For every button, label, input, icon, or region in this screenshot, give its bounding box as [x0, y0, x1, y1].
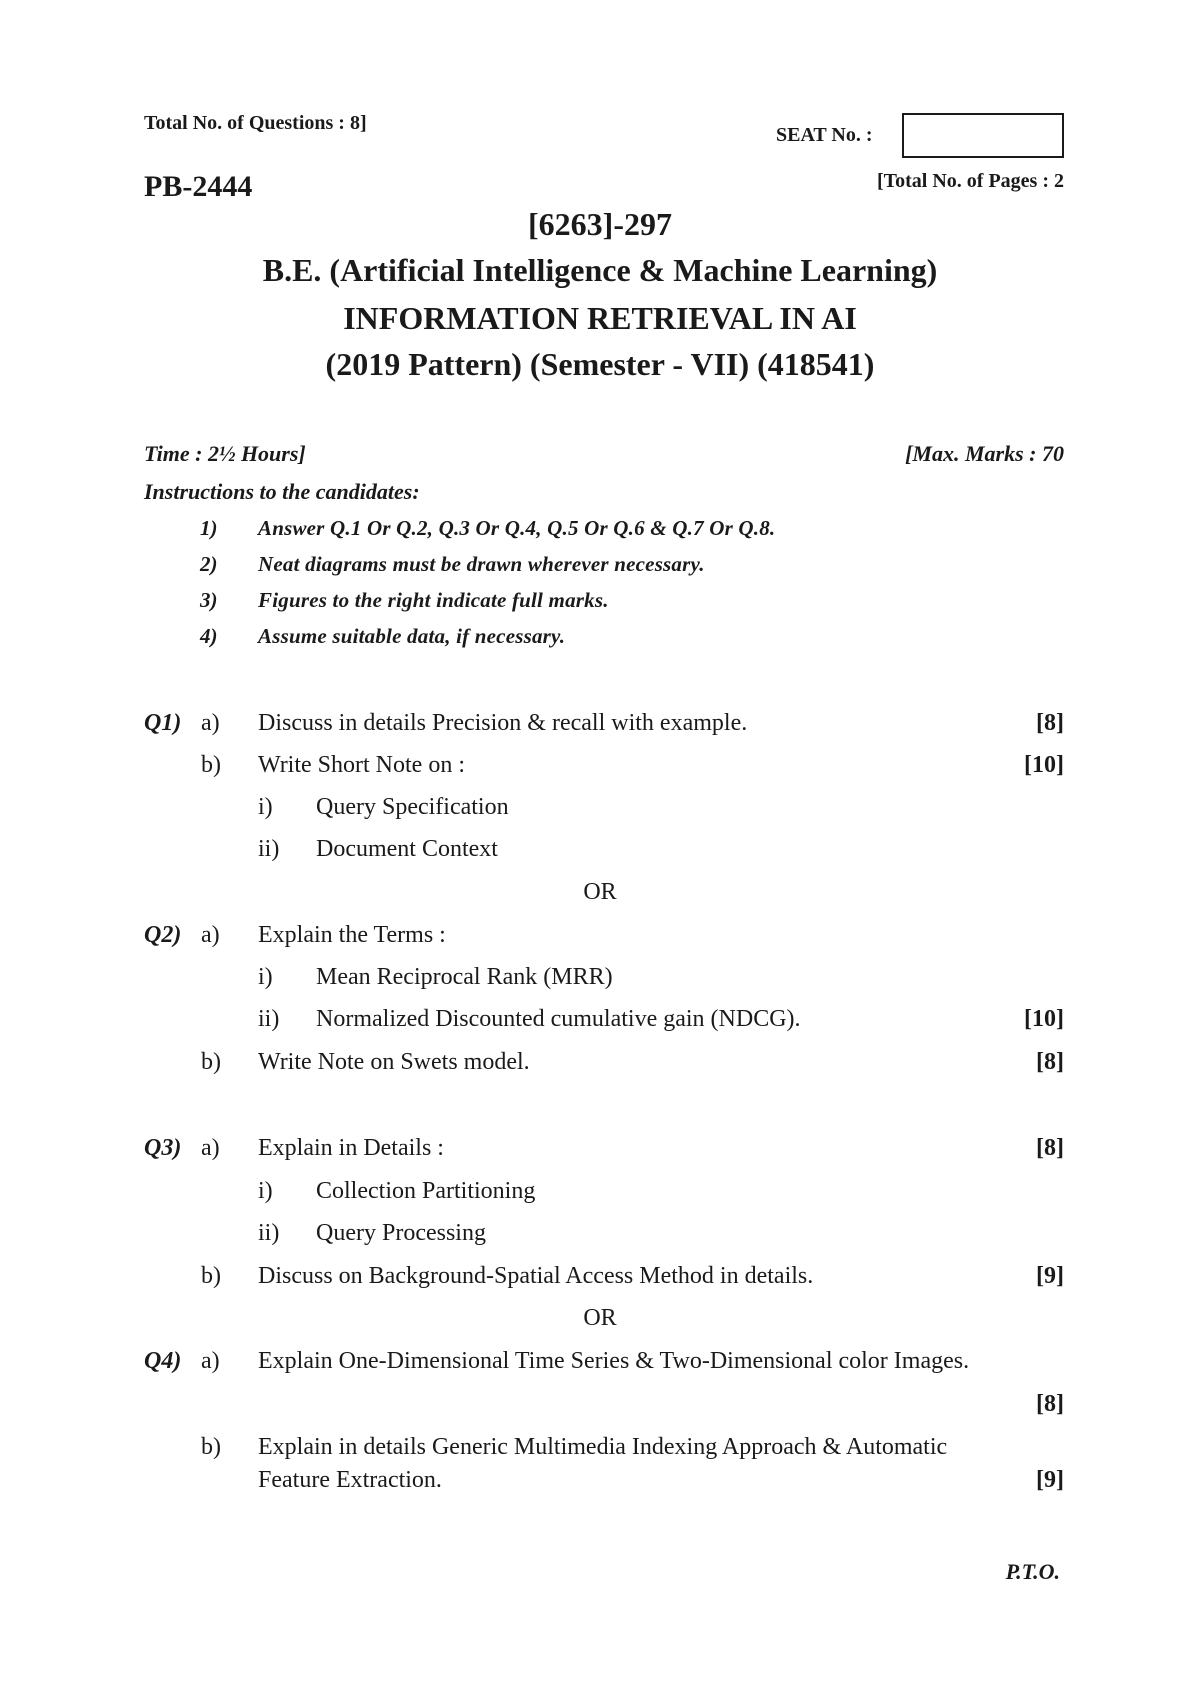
instruction-number: 1) — [200, 516, 218, 540]
sub-item-text: Document Context — [316, 836, 498, 862]
question-number-q1: Q1) — [144, 710, 182, 736]
marks: [10] — [1024, 752, 1064, 778]
marks: [9] — [1036, 1467, 1064, 1493]
sub-item-text: Query Processing — [316, 1220, 486, 1246]
question-text: Explain the Terms : — [258, 922, 446, 948]
sub-item-number: i) — [258, 1178, 273, 1204]
instructions-heading: Instructions to the candidates: — [144, 479, 420, 504]
total-pages: [Total No. of Pages : 2 — [876, 170, 1064, 192]
question-text: Explain in details Generic Multimedia Indexing Approach & Automatic — [258, 1434, 948, 1460]
part-label: a) — [201, 922, 220, 948]
or-separator: OR — [583, 879, 617, 905]
max-marks: [Max. Marks : 70 — [905, 441, 1064, 466]
sub-item-number: ii) — [258, 1220, 280, 1246]
sub-item-number: i) — [258, 964, 273, 990]
total-questions: Total No. of Questions : 8] — [144, 112, 367, 134]
seat-label: SEAT No. : — [776, 124, 873, 146]
paper-code: PB-2444 — [144, 170, 253, 203]
part-label: a) — [201, 710, 220, 736]
instruction-number: 4) — [200, 624, 218, 648]
instruction-text: Answer Q.1 Or Q.2, Q.3 Or Q.4, Q.5 Or Q.6 & Q.7 Or Q.8. — [258, 516, 776, 540]
marks: [10] — [1024, 1006, 1064, 1032]
part-label: b) — [201, 752, 221, 778]
marks: [8] — [1036, 1135, 1064, 1161]
part-label: b) — [201, 1434, 221, 1460]
part-label: a) — [201, 1348, 220, 1374]
question-number-q3: Q3) — [144, 1135, 182, 1161]
question-number-q4: Q4) — [144, 1348, 182, 1374]
question-text: Write Note on Swets model. — [258, 1049, 530, 1075]
instruction-number: 3) — [200, 588, 218, 612]
or-separator: OR — [583, 1305, 617, 1331]
instruction-text: Figures to the right indicate full marks. — [258, 588, 609, 612]
part-label: a) — [201, 1135, 220, 1161]
seat-number-box — [902, 113, 1064, 158]
question-text: Discuss on Background-Spatial Access Method in details. — [258, 1263, 814, 1289]
part-label: b) — [201, 1263, 221, 1289]
instruction-number: 2) — [200, 552, 218, 576]
sub-item-text: Mean Reciprocal Rank (MRR) — [316, 964, 613, 990]
exam-code: [6263]-297 — [528, 206, 672, 242]
question-text: Discuss in details Precision & recall with example. — [258, 710, 748, 736]
exam-time: Time : 2½ Hours] — [144, 441, 306, 466]
sub-item-text: Normalized Discounted cumulative gain (NDCG). — [316, 1006, 801, 1032]
question-number-q2: Q2) — [144, 922, 182, 948]
question-text: Write Short Note on : — [258, 752, 465, 778]
instruction-text: Neat diagrams must be drawn wherever necessary. — [258, 552, 705, 576]
sub-item-number: ii) — [258, 836, 280, 862]
pattern-title: (2019 Pattern) (Semester - VII) (418541) — [325, 346, 875, 382]
marks: [8] — [1036, 710, 1064, 736]
degree-title: B.E. (Artificial Intelligence & Machine Learning) — [262, 252, 938, 288]
marks: [9] — [1036, 1263, 1064, 1289]
sub-item-number: ii) — [258, 1006, 280, 1032]
subject-title: INFORMATION RETRIEVAL IN AI — [343, 300, 857, 336]
part-label: b) — [201, 1049, 221, 1075]
question-text: Explain in Details : — [258, 1135, 444, 1161]
sub-item-text: Query Specification — [316, 794, 509, 820]
question-text-continued: Feature Extraction. — [258, 1467, 442, 1493]
marks: [8] — [1036, 1391, 1064, 1417]
marks: [8] — [1036, 1049, 1064, 1075]
question-text: Explain One-Dimensional Time Series & Two-Dimensional color Images. — [258, 1348, 970, 1374]
instruction-text: Assume suitable data, if necessary. — [258, 624, 566, 648]
please-turn-over: P.T.O. — [1005, 1559, 1060, 1584]
sub-item-text: Collection Partitioning — [316, 1178, 536, 1204]
sub-item-number: i) — [258, 794, 273, 820]
